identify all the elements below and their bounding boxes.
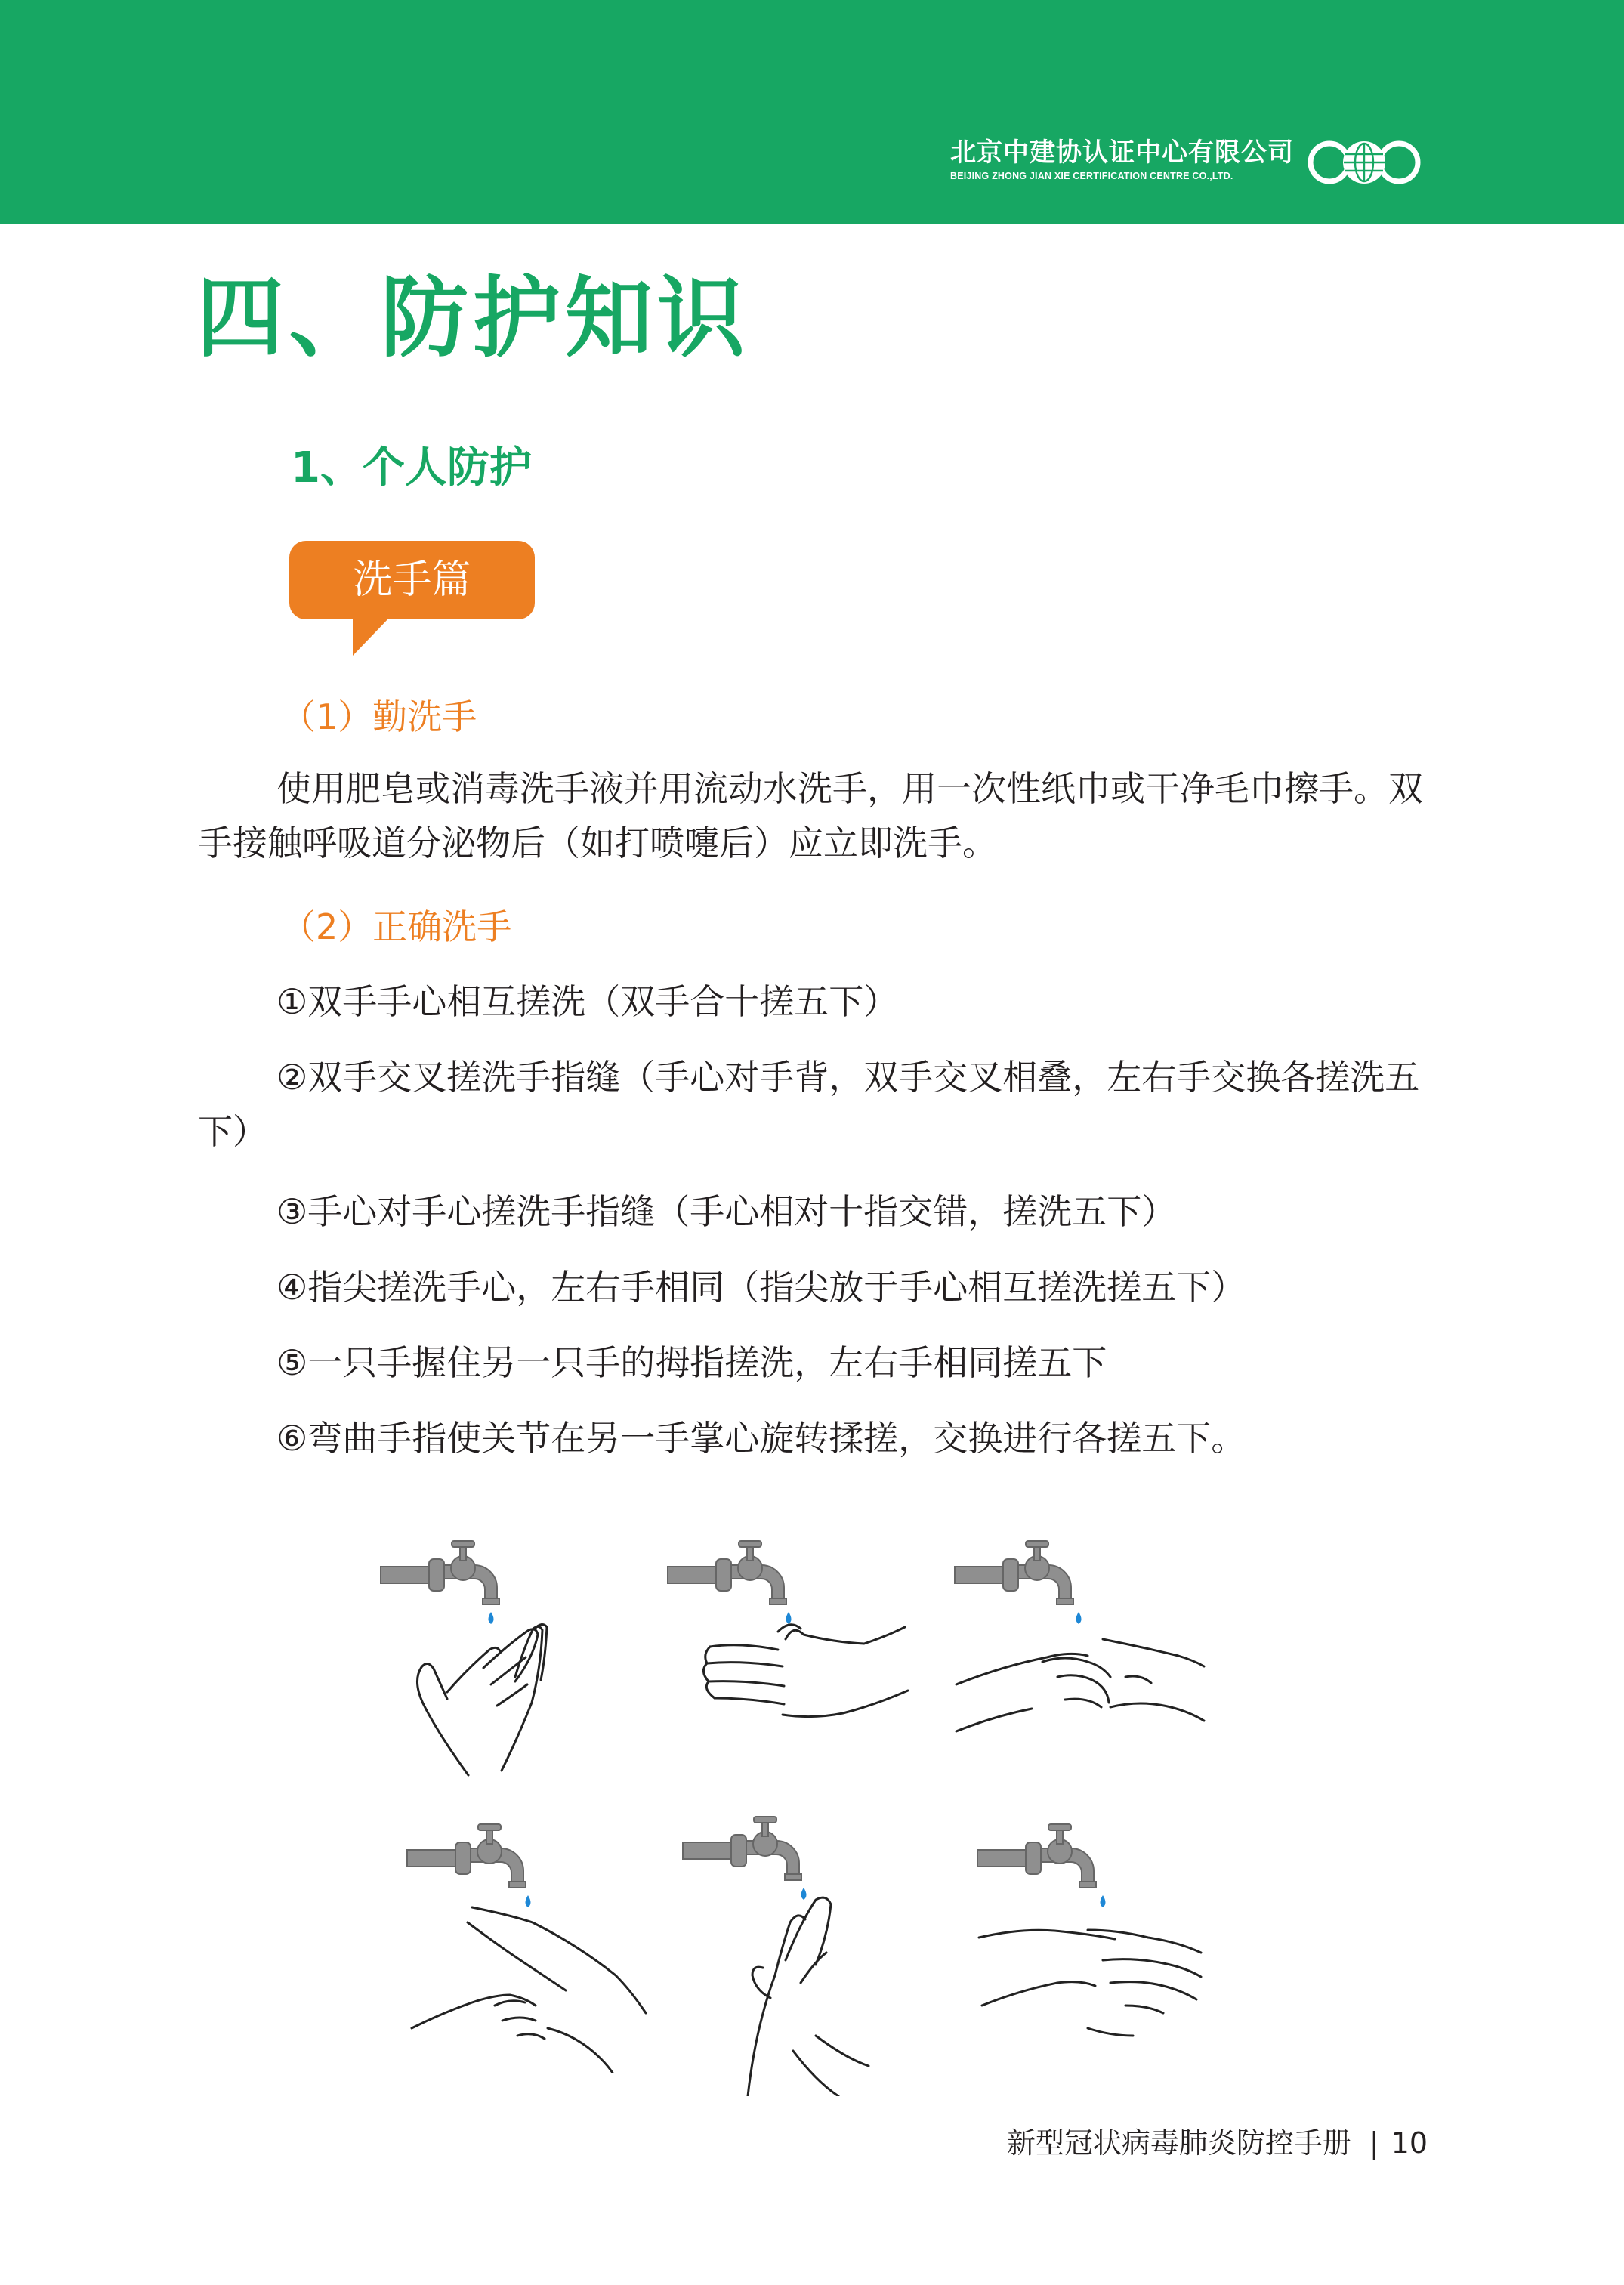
step-6 — [198, 1411, 1429, 1465]
page-number: 10 — [1391, 2126, 1428, 2160]
step-2-text: ②双手交叉搓洗手指缝（手心对手背，双手交叉相叠，左右手交换各搓洗五下） — [198, 1057, 1420, 1152]
step-4 — [198, 1260, 1429, 1314]
company-name-en: BEIJING ZHONG JIAN XIE CERTIFICATION CENTRE CO.,LTD. — [950, 171, 1233, 181]
company-name — [950, 137, 1298, 183]
step-3 — [198, 1184, 1429, 1239]
faucet-fingers-interlaced-back-icon — [665, 1533, 922, 1760]
step-2 — [198, 1050, 1429, 1159]
step-1-text: ①双手手心相互搓洗（双手合十搓五下） — [276, 981, 899, 1022]
item-heading-wash-often: （1）勤洗手 — [281, 696, 477, 737]
faucet-thumb-grip-icon — [680, 1809, 876, 2096]
item-heading-wash-correctly: （2）正确洗手 — [281, 906, 512, 947]
paragraph-wash-often — [198, 761, 1429, 870]
step-5 — [198, 1335, 1429, 1390]
company-name-cn: 北京中建协认证中心有限公司 — [950, 137, 1294, 168]
faucet-knuckles-rotate-icon — [974, 1817, 1224, 2058]
step-3-text: ③手心对手心搓洗手指缝（手心相对十指交错，搓洗五下） — [276, 1191, 1177, 1232]
header-bar — [0, 0, 1624, 224]
subsection-title: 1、个人防护 — [291, 443, 532, 493]
topic-tag-label: 洗手篇 — [353, 557, 471, 603]
step-5-text: ⑤一只手握住另一只手的拇指搓洗，左右手相同搓五下 — [276, 1342, 1107, 1383]
page-footer — [997, 2124, 1428, 2162]
step-4-text: ④指尖搓洗手心，左右手相同（指尖放于手心相互搓洗搓五下） — [276, 1267, 1246, 1308]
footer-separator: | — [1369, 2126, 1379, 2160]
three-ring-globe-logo-icon — [1307, 136, 1422, 189]
faucet-palms-facing-fingers-interlaced-icon — [952, 1533, 1209, 1760]
topic-tag — [289, 541, 535, 619]
paragraph-wash-often-text: 使用肥皂或消毒洗手液并用流动水洗手，用一次性纸巾或干净毛巾擦手。双手接触呼吸道分泌物后（如打喷嚏后）应立即洗手。 — [198, 768, 1423, 863]
step-1 — [198, 974, 1429, 1029]
faucet-palms-together-icon — [378, 1533, 604, 1798]
faucet-fingertips-in-palm-icon — [404, 1817, 653, 2073]
footer-title: 新型冠状病毒肺炎防控手册 — [1006, 2126, 1351, 2160]
section-title: 四、防护知识 — [196, 267, 749, 369]
step-6-text: ⑥弯曲手指使关节在另一手掌心旋转揉搓，交换进行各搓五下。 — [276, 1418, 1246, 1459]
